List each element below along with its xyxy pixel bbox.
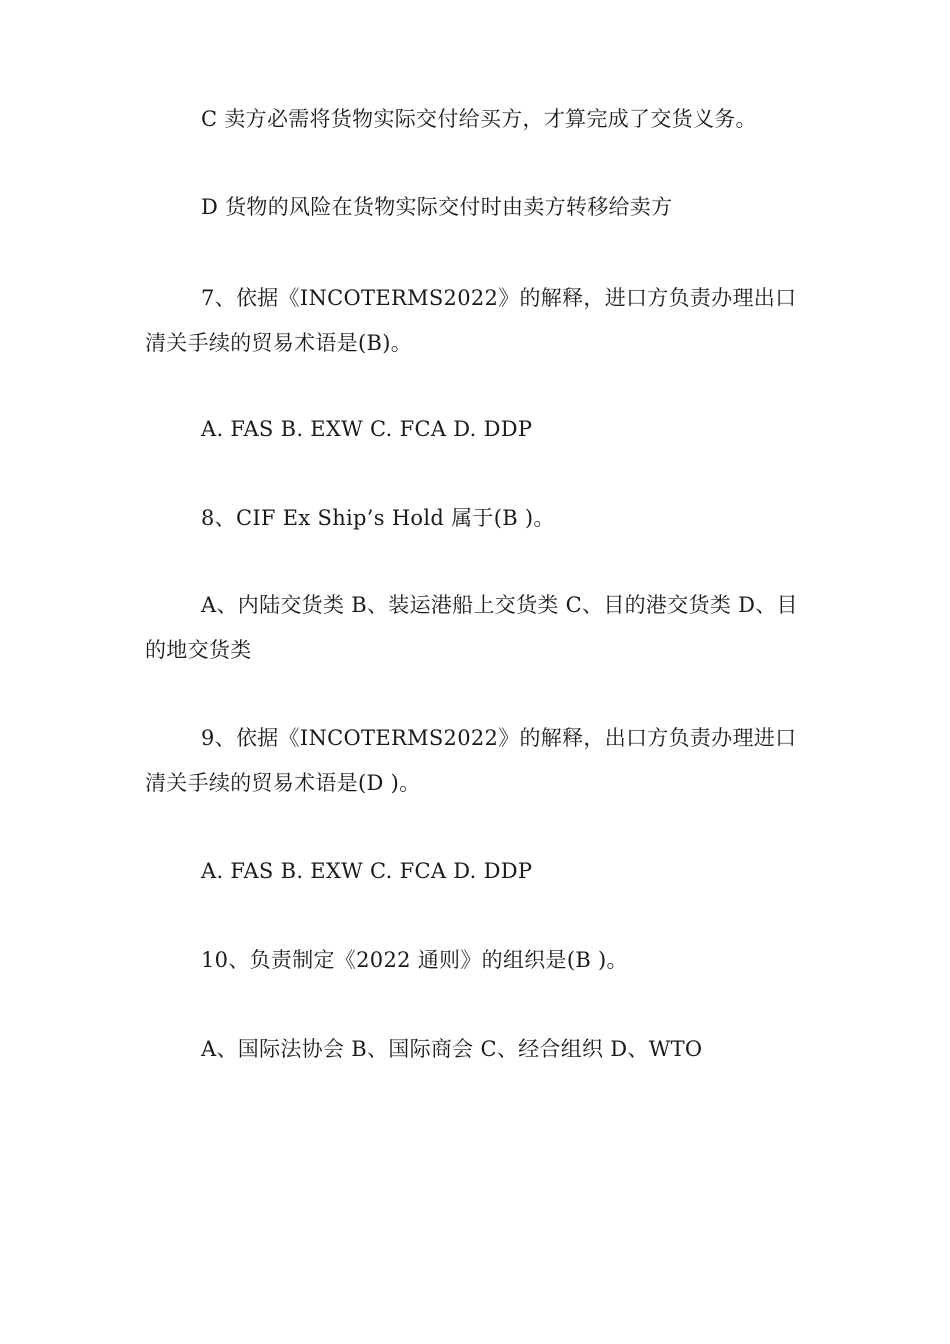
question-10: 10、负责制定《2022 通则》的组织是(B )。 — [201, 948, 628, 972]
question-8: 8、CIF Ex Ship’s Hold 属于(B )。 — [201, 506, 555, 530]
option-c-text: C 卖方必需将货物实际交付给买方，才算完成了交货义务。 — [201, 107, 757, 131]
question-9-options: A. FAS B. EXW C. FCA D. DDP — [201, 859, 533, 883]
option-d-text: D 货物的风险在货物实际交付时由卖方转移给卖方 — [201, 195, 673, 219]
question-10-options: A、国际法协会 B、国际商会 C、经合组织 D、WTO — [201, 1037, 703, 1061]
question-7: 7、依据《INCOTERMS2022》的解释，进口方负责办理出口清关手续的贸易术语是(B)。 — [145, 286, 797, 355]
question-7-options: A. FAS B. EXW C. FCA D. DDP — [201, 417, 533, 441]
question-9: 9、依据《INCOTERMS2022》的解释，出口方负责办理进口清关手续的贸易术语是(D )。 — [145, 726, 797, 795]
question-8-options: A、内陆交货类 B、装运港船上交货类 C、目的港交货类 D、目的地交货类 — [145, 593, 798, 662]
